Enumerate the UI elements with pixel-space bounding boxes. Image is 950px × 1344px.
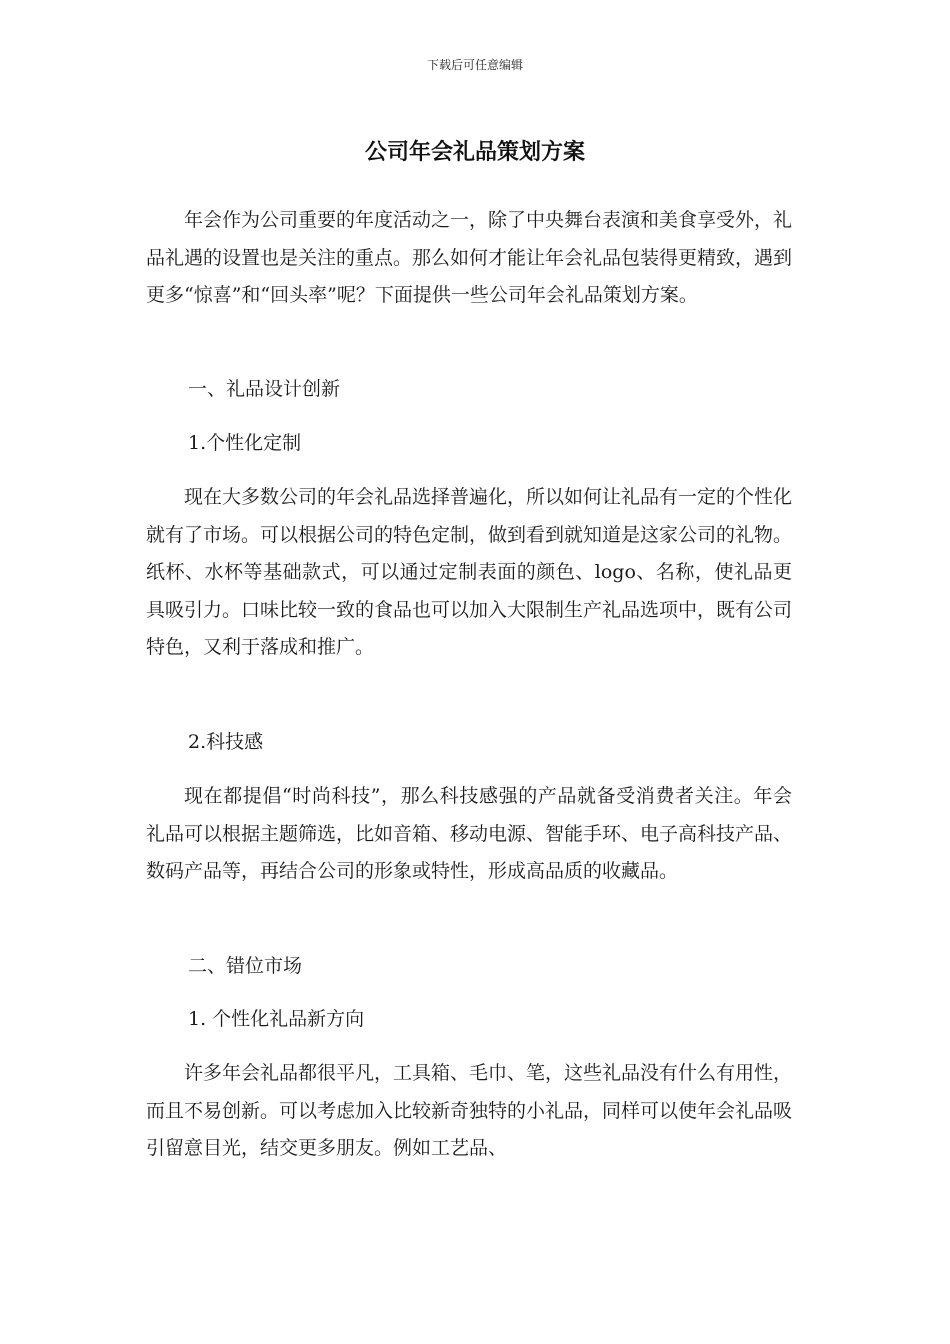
section-heading-2: 二、错位市场 (188, 955, 303, 977)
paragraph-new-direction: 许多年会礼品都很平凡，工具箱、毛巾、笔，这些礼品没有什么有用性，而且不易创新。可以考虑加入比较新奇独特的小礼品，同样可以使年会礼品吸引留意目光，结交更多朋友。例如工艺品、 (146, 1062, 793, 1159)
paragraph-technology: 现在都提倡“时尚科技”，那么科技感强的产品就备受消费者关注。年会礼品可以根据主题筛选，比如音箱、移动电源、智能手环、电子高科技产品、数码产品等，再结合公司的形象或特性，形成高品质的收藏品。 (146, 785, 793, 882)
document-title: 公司年会礼品策划方案 (364, 140, 585, 165)
intro-paragraph: 年会作为公司重要的年度活动之一，除了中央舞台表演和美食享受外，礼品礼遇的设置也是关注的重点。那么如何才能让年会礼品包装得更精致，遇到更多“惊喜”和“回头率”呢？下面提供一些公司年会礼品策划方案。 (146, 209, 793, 306)
subsection-heading-1-1: 1.个性化定制 (188, 432, 302, 454)
header-note: 下载后可任意编辑 (426, 58, 523, 72)
subsection-heading-2-1: 1. 个性化礼品新方向 (188, 1008, 365, 1030)
subsection-heading-1-2: 2.科技感 (188, 731, 264, 753)
paragraph-customization: 现在大多数公司的年会礼品选择普遍化，所以如何让礼品有一定的个性化就有了市场。可以根据公司的特色定制，做到看到就知道是这家公司的礼物。纸杯、水杯等基础款式，可以通过定制表面的颜色、logo、名称，使礼品更具吸引力。口味比较一致的食品也可以加入大限制生产礼品选项中，既有公司特色，又利于落成和推广。 (146, 486, 793, 658)
section-heading-1: 一、礼品设计创新 (188, 378, 341, 400)
